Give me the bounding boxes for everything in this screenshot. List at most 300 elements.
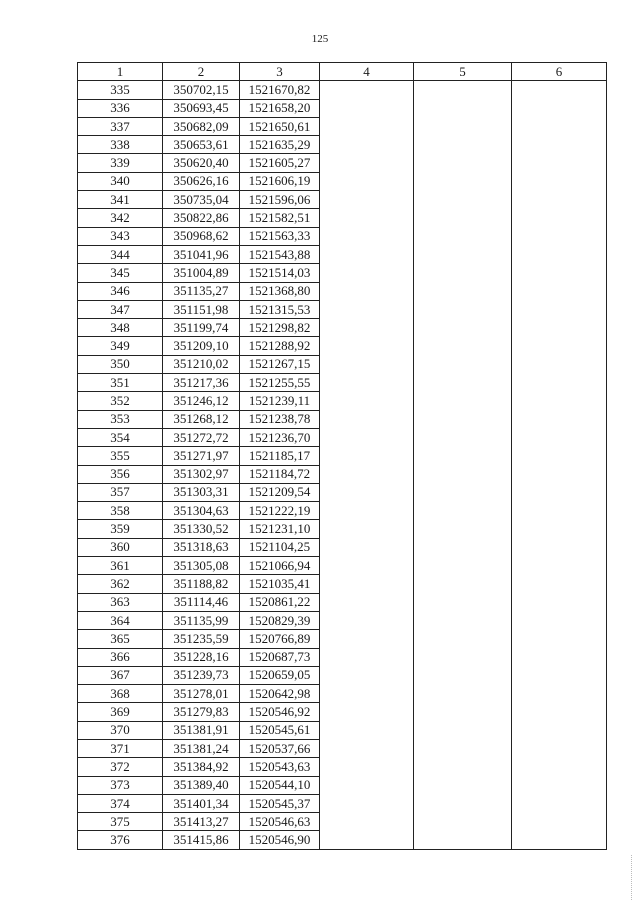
empty-cell-col-5 <box>414 282 512 300</box>
y-coordinate-cell: 1520546,92 <box>240 703 320 721</box>
x-coordinate-cell: 351004,89 <box>163 264 240 282</box>
y-coordinate-cell: 1520642,98 <box>240 685 320 703</box>
empty-cell-col-5 <box>414 227 512 245</box>
empty-cell-col-5 <box>414 703 512 721</box>
x-coordinate-cell: 351318,63 <box>163 538 240 556</box>
empty-cell-col-4 <box>320 703 414 721</box>
table-row <box>78 520 607 538</box>
point-number-cell: 351 <box>78 374 163 392</box>
empty-cell-col-5 <box>414 813 512 831</box>
table-row <box>78 337 607 355</box>
y-coordinate-cell: 1520546,90 <box>240 831 320 849</box>
point-number-cell: 367 <box>78 666 163 684</box>
empty-cell-col-5 <box>414 191 512 209</box>
x-coordinate-cell: 351268,12 <box>163 410 240 428</box>
empty-cell-col-6 <box>512 831 607 849</box>
table-row <box>78 739 607 757</box>
empty-cell-col-4 <box>320 410 414 428</box>
empty-cell-col-6 <box>512 502 607 520</box>
point-number-cell: 337 <box>78 117 163 135</box>
empty-cell-col-6 <box>512 538 607 556</box>
empty-cell-col-4 <box>320 520 414 538</box>
x-coordinate-cell: 350702,15 <box>163 81 240 99</box>
y-coordinate-cell: 1520861,22 <box>240 593 320 611</box>
empty-cell-col-4 <box>320 630 414 648</box>
empty-cell-col-4 <box>320 172 414 190</box>
table-row <box>78 374 607 392</box>
empty-cell-col-6 <box>512 630 607 648</box>
point-number-cell: 358 <box>78 502 163 520</box>
empty-cell-col-4 <box>320 374 414 392</box>
y-coordinate-cell: 1521236,70 <box>240 428 320 446</box>
y-coordinate-cell: 1521315,53 <box>240 300 320 318</box>
empty-cell-col-4 <box>320 447 414 465</box>
x-coordinate-cell: 351135,27 <box>163 282 240 300</box>
point-number-cell: 355 <box>78 447 163 465</box>
y-coordinate-cell: 1521066,94 <box>240 557 320 575</box>
column-header-5: 5 <box>414 63 512 81</box>
empty-cell-col-4 <box>320 538 414 556</box>
point-number-cell: 350 <box>78 355 163 373</box>
x-coordinate-cell: 351415,86 <box>163 831 240 849</box>
point-number-cell: 335 <box>78 81 163 99</box>
empty-cell-col-4 <box>320 209 414 227</box>
empty-cell-col-6 <box>512 703 607 721</box>
table-row <box>78 794 607 812</box>
table-row <box>78 117 607 135</box>
empty-cell-col-5 <box>414 685 512 703</box>
empty-cell-col-5 <box>414 355 512 373</box>
x-coordinate-cell: 351271,97 <box>163 447 240 465</box>
page-number: 125 <box>311 33 329 45</box>
point-number-cell: 374 <box>78 794 163 812</box>
empty-cell-col-6 <box>512 245 607 263</box>
empty-cell-col-5 <box>414 520 512 538</box>
table-row <box>78 447 607 465</box>
empty-cell-col-6 <box>512 264 607 282</box>
table-row <box>78 483 607 501</box>
empty-cell-col-6 <box>512 520 607 538</box>
empty-cell-col-5 <box>414 300 512 318</box>
empty-cell-col-5 <box>414 209 512 227</box>
y-coordinate-cell: 1521288,92 <box>240 337 320 355</box>
x-coordinate-cell: 351389,40 <box>163 776 240 794</box>
empty-cell-col-5 <box>414 172 512 190</box>
empty-cell-col-6 <box>512 776 607 794</box>
empty-cell-col-4 <box>320 300 414 318</box>
point-number-cell: 348 <box>78 319 163 337</box>
point-number-cell: 341 <box>78 191 163 209</box>
empty-cell-col-6 <box>512 794 607 812</box>
empty-cell-col-4 <box>320 428 414 446</box>
empty-cell-col-4 <box>320 502 414 520</box>
x-coordinate-cell: 351279,83 <box>163 703 240 721</box>
empty-cell-col-6 <box>512 282 607 300</box>
coordinates-table <box>77 62 607 850</box>
x-coordinate-cell: 350968,62 <box>163 227 240 245</box>
y-coordinate-cell: 1521650,61 <box>240 117 320 135</box>
empty-cell-col-4 <box>320 136 414 154</box>
empty-cell-col-4 <box>320 81 414 99</box>
y-coordinate-cell: 1521238,78 <box>240 410 320 428</box>
empty-cell-col-5 <box>414 502 512 520</box>
empty-cell-col-5 <box>414 136 512 154</box>
empty-cell-col-5 <box>414 154 512 172</box>
point-number-cell: 361 <box>78 557 163 575</box>
y-coordinate-cell: 1520545,61 <box>240 721 320 739</box>
table-row <box>78 831 607 849</box>
point-number-cell: 369 <box>78 703 163 721</box>
empty-cell-col-6 <box>512 355 607 373</box>
empty-cell-col-5 <box>414 465 512 483</box>
y-coordinate-cell: 1521605,27 <box>240 154 320 172</box>
y-coordinate-cell: 1521670,82 <box>240 81 320 99</box>
empty-cell-col-6 <box>512 666 607 684</box>
empty-cell-col-6 <box>512 813 607 831</box>
table-row <box>78 300 607 318</box>
empty-cell-col-6 <box>512 154 607 172</box>
y-coordinate-cell: 1520546,63 <box>240 813 320 831</box>
empty-cell-col-5 <box>414 410 512 428</box>
point-number-cell: 344 <box>78 245 163 263</box>
scan-edge-marks <box>631 855 634 900</box>
y-coordinate-cell: 1520687,73 <box>240 648 320 666</box>
x-coordinate-cell: 351114,46 <box>163 593 240 611</box>
empty-cell-col-6 <box>512 81 607 99</box>
empty-cell-col-6 <box>512 337 607 355</box>
empty-cell-col-4 <box>320 191 414 209</box>
y-coordinate-cell: 1520829,39 <box>240 611 320 629</box>
x-coordinate-cell: 351381,24 <box>163 739 240 757</box>
y-coordinate-cell: 1521209,54 <box>240 483 320 501</box>
point-number-cell: 354 <box>78 428 163 446</box>
empty-cell-col-6 <box>512 136 607 154</box>
point-number-cell: 359 <box>78 520 163 538</box>
empty-cell-col-6 <box>512 648 607 666</box>
point-number-cell: 368 <box>78 685 163 703</box>
empty-cell-col-4 <box>320 245 414 263</box>
y-coordinate-cell: 1520659,05 <box>240 666 320 684</box>
table-row <box>78 245 607 263</box>
empty-cell-col-4 <box>320 813 414 831</box>
x-coordinate-cell: 351302,97 <box>163 465 240 483</box>
x-coordinate-cell: 350620,40 <box>163 154 240 172</box>
y-coordinate-cell: 1521255,55 <box>240 374 320 392</box>
point-number-cell: 353 <box>78 410 163 428</box>
point-number-cell: 372 <box>78 758 163 776</box>
empty-cell-col-4 <box>320 99 414 117</box>
x-coordinate-cell: 351246,12 <box>163 392 240 410</box>
y-coordinate-cell: 1520543,63 <box>240 758 320 776</box>
point-number-cell: 339 <box>78 154 163 172</box>
empty-cell-col-4 <box>320 465 414 483</box>
empty-cell-col-6 <box>512 410 607 428</box>
table-row <box>78 282 607 300</box>
empty-cell-col-5 <box>414 319 512 337</box>
empty-cell-col-5 <box>414 666 512 684</box>
empty-cell-col-5 <box>414 776 512 794</box>
y-coordinate-cell: 1520766,89 <box>240 630 320 648</box>
empty-cell-col-5 <box>414 593 512 611</box>
empty-cell-col-6 <box>512 758 607 776</box>
empty-cell-col-6 <box>512 593 607 611</box>
table-row <box>78 319 607 337</box>
empty-cell-col-5 <box>414 117 512 135</box>
x-coordinate-cell: 351235,59 <box>163 630 240 648</box>
empty-cell-col-5 <box>414 447 512 465</box>
table-row <box>78 557 607 575</box>
y-coordinate-cell: 1521514,03 <box>240 264 320 282</box>
x-coordinate-cell: 351272,72 <box>163 428 240 446</box>
y-coordinate-cell: 1521543,88 <box>240 245 320 263</box>
table-row <box>78 685 607 703</box>
table-row <box>78 191 607 209</box>
x-coordinate-cell: 350735,04 <box>163 191 240 209</box>
empty-cell-col-6 <box>512 227 607 245</box>
empty-cell-col-5 <box>414 428 512 446</box>
y-coordinate-cell: 1520545,37 <box>240 794 320 812</box>
empty-cell-col-6 <box>512 191 607 209</box>
point-number-cell: 345 <box>78 264 163 282</box>
table-row <box>78 227 607 245</box>
point-number-cell: 343 <box>78 227 163 245</box>
x-coordinate-cell: 351199,74 <box>163 319 240 337</box>
empty-cell-col-6 <box>512 172 607 190</box>
empty-cell-col-4 <box>320 758 414 776</box>
table-header-row <box>78 63 607 81</box>
empty-cell-col-4 <box>320 593 414 611</box>
table-row <box>78 428 607 446</box>
empty-cell-col-4 <box>320 117 414 135</box>
table-row <box>78 465 607 483</box>
empty-cell-col-4 <box>320 154 414 172</box>
table-row <box>78 172 607 190</box>
point-number-cell: 375 <box>78 813 163 831</box>
empty-cell-col-4 <box>320 319 414 337</box>
table-row <box>78 355 607 373</box>
table-row <box>78 136 607 154</box>
empty-cell-col-5 <box>414 630 512 648</box>
x-coordinate-cell: 351041,96 <box>163 245 240 263</box>
y-coordinate-cell: 1521582,51 <box>240 209 320 227</box>
empty-cell-col-4 <box>320 685 414 703</box>
empty-cell-col-5 <box>414 721 512 739</box>
x-coordinate-cell: 350682,09 <box>163 117 240 135</box>
point-number-cell: 352 <box>78 392 163 410</box>
empty-cell-col-5 <box>414 264 512 282</box>
empty-cell-col-4 <box>320 575 414 593</box>
y-coordinate-cell: 1521035,41 <box>240 575 320 593</box>
empty-cell-col-6 <box>512 428 607 446</box>
x-coordinate-cell: 351278,01 <box>163 685 240 703</box>
table-body <box>78 81 607 849</box>
x-coordinate-cell: 351330,52 <box>163 520 240 538</box>
column-header-6: 6 <box>512 63 607 81</box>
y-coordinate-cell: 1521185,17 <box>240 447 320 465</box>
table-row <box>78 410 607 428</box>
empty-cell-col-5 <box>414 575 512 593</box>
table-row <box>78 611 607 629</box>
table-row <box>78 81 607 99</box>
column-header-3: 3 <box>240 63 320 81</box>
y-coordinate-cell: 1521298,82 <box>240 319 320 337</box>
x-coordinate-cell: 351305,08 <box>163 557 240 575</box>
y-coordinate-cell: 1521104,25 <box>240 538 320 556</box>
x-coordinate-cell: 351381,91 <box>163 721 240 739</box>
empty-cell-col-4 <box>320 557 414 575</box>
y-coordinate-cell: 1521606,19 <box>240 172 320 190</box>
x-coordinate-cell: 351210,02 <box>163 355 240 373</box>
x-coordinate-cell: 351413,27 <box>163 813 240 831</box>
empty-cell-col-6 <box>512 721 607 739</box>
table-row <box>78 630 607 648</box>
y-coordinate-cell: 1521231,10 <box>240 520 320 538</box>
y-coordinate-cell: 1520544,10 <box>240 776 320 794</box>
point-number-cell: 362 <box>78 575 163 593</box>
table-row <box>78 813 607 831</box>
x-coordinate-cell: 351135,99 <box>163 611 240 629</box>
empty-cell-col-6 <box>512 447 607 465</box>
empty-cell-col-6 <box>512 300 607 318</box>
column-header-4: 4 <box>320 63 414 81</box>
point-number-cell: 346 <box>78 282 163 300</box>
empty-cell-col-6 <box>512 209 607 227</box>
point-number-cell: 357 <box>78 483 163 501</box>
x-coordinate-cell: 351217,36 <box>163 374 240 392</box>
point-number-cell: 370 <box>78 721 163 739</box>
y-coordinate-cell: 1521368,80 <box>240 282 320 300</box>
point-number-cell: 356 <box>78 465 163 483</box>
x-coordinate-cell: 351239,73 <box>163 666 240 684</box>
empty-cell-col-6 <box>512 99 607 117</box>
table-row <box>78 502 607 520</box>
empty-cell-col-4 <box>320 337 414 355</box>
point-number-cell: 365 <box>78 630 163 648</box>
table-row <box>78 648 607 666</box>
empty-cell-col-6 <box>512 319 607 337</box>
table-row <box>78 264 607 282</box>
point-number-cell: 376 <box>78 831 163 849</box>
x-coordinate-cell: 351228,16 <box>163 648 240 666</box>
point-number-cell: 349 <box>78 337 163 355</box>
empty-cell-col-4 <box>320 739 414 757</box>
point-number-cell: 360 <box>78 538 163 556</box>
empty-cell-col-5 <box>414 245 512 263</box>
empty-cell-col-5 <box>414 374 512 392</box>
empty-cell-col-4 <box>320 227 414 245</box>
point-number-cell: 366 <box>78 648 163 666</box>
table-row <box>78 776 607 794</box>
empty-cell-col-4 <box>320 282 414 300</box>
point-number-cell: 340 <box>78 172 163 190</box>
empty-cell-col-5 <box>414 831 512 849</box>
x-coordinate-cell: 350822,86 <box>163 209 240 227</box>
empty-cell-col-5 <box>414 81 512 99</box>
y-coordinate-cell: 1521239,11 <box>240 392 320 410</box>
empty-cell-col-4 <box>320 776 414 794</box>
empty-cell-col-4 <box>320 666 414 684</box>
x-coordinate-cell: 351304,63 <box>163 502 240 520</box>
table-row <box>78 593 607 611</box>
x-coordinate-cell: 351401,34 <box>163 794 240 812</box>
empty-cell-col-4 <box>320 392 414 410</box>
y-coordinate-cell: 1520537,66 <box>240 739 320 757</box>
empty-cell-col-4 <box>320 831 414 849</box>
x-coordinate-cell: 350626,16 <box>163 172 240 190</box>
table-row <box>78 154 607 172</box>
x-coordinate-cell: 350693,45 <box>163 99 240 117</box>
table-row <box>78 703 607 721</box>
empty-cell-col-6 <box>512 575 607 593</box>
point-number-cell: 373 <box>78 776 163 794</box>
x-coordinate-cell: 350653,61 <box>163 136 240 154</box>
empty-cell-col-5 <box>414 739 512 757</box>
empty-cell-col-6 <box>512 483 607 501</box>
empty-cell-col-5 <box>414 648 512 666</box>
empty-cell-col-5 <box>414 794 512 812</box>
table-row <box>78 666 607 684</box>
y-coordinate-cell: 1521184,72 <box>240 465 320 483</box>
x-coordinate-cell: 351303,31 <box>163 483 240 501</box>
point-number-cell: 342 <box>78 209 163 227</box>
empty-cell-col-6 <box>512 739 607 757</box>
empty-cell-col-5 <box>414 337 512 355</box>
x-coordinate-cell: 351209,10 <box>163 337 240 355</box>
empty-cell-col-5 <box>414 611 512 629</box>
point-number-cell: 363 <box>78 593 163 611</box>
column-header-2: 2 <box>163 63 240 81</box>
empty-cell-col-6 <box>512 611 607 629</box>
empty-cell-col-4 <box>320 355 414 373</box>
table-row <box>78 575 607 593</box>
empty-cell-col-4 <box>320 648 414 666</box>
empty-cell-col-6 <box>512 117 607 135</box>
column-header-1: 1 <box>78 63 163 81</box>
empty-cell-col-6 <box>512 374 607 392</box>
point-number-cell: 336 <box>78 99 163 117</box>
point-number-cell: 347 <box>78 300 163 318</box>
empty-cell-col-5 <box>414 538 512 556</box>
y-coordinate-cell: 1521222,19 <box>240 502 320 520</box>
x-coordinate-cell: 351151,98 <box>163 300 240 318</box>
table-row <box>78 538 607 556</box>
empty-cell-col-4 <box>320 611 414 629</box>
y-coordinate-cell: 1521267,15 <box>240 355 320 373</box>
table-row <box>78 392 607 410</box>
empty-cell-col-6 <box>512 465 607 483</box>
empty-cell-col-4 <box>320 264 414 282</box>
empty-cell-col-5 <box>414 99 512 117</box>
point-number-cell: 371 <box>78 739 163 757</box>
empty-cell-col-5 <box>414 557 512 575</box>
empty-cell-col-6 <box>512 557 607 575</box>
y-coordinate-cell: 1521596,06 <box>240 191 320 209</box>
empty-cell-col-6 <box>512 685 607 703</box>
empty-cell-col-5 <box>414 758 512 776</box>
empty-cell-col-5 <box>414 392 512 410</box>
table-row <box>78 721 607 739</box>
empty-cell-col-4 <box>320 721 414 739</box>
table-row <box>78 209 607 227</box>
empty-cell-col-6 <box>512 392 607 410</box>
point-number-cell: 364 <box>78 611 163 629</box>
table-row <box>78 99 607 117</box>
point-number-cell: 338 <box>78 136 163 154</box>
table-row <box>78 758 607 776</box>
empty-cell-col-4 <box>320 483 414 501</box>
x-coordinate-cell: 351188,82 <box>163 575 240 593</box>
x-coordinate-cell: 351384,92 <box>163 758 240 776</box>
